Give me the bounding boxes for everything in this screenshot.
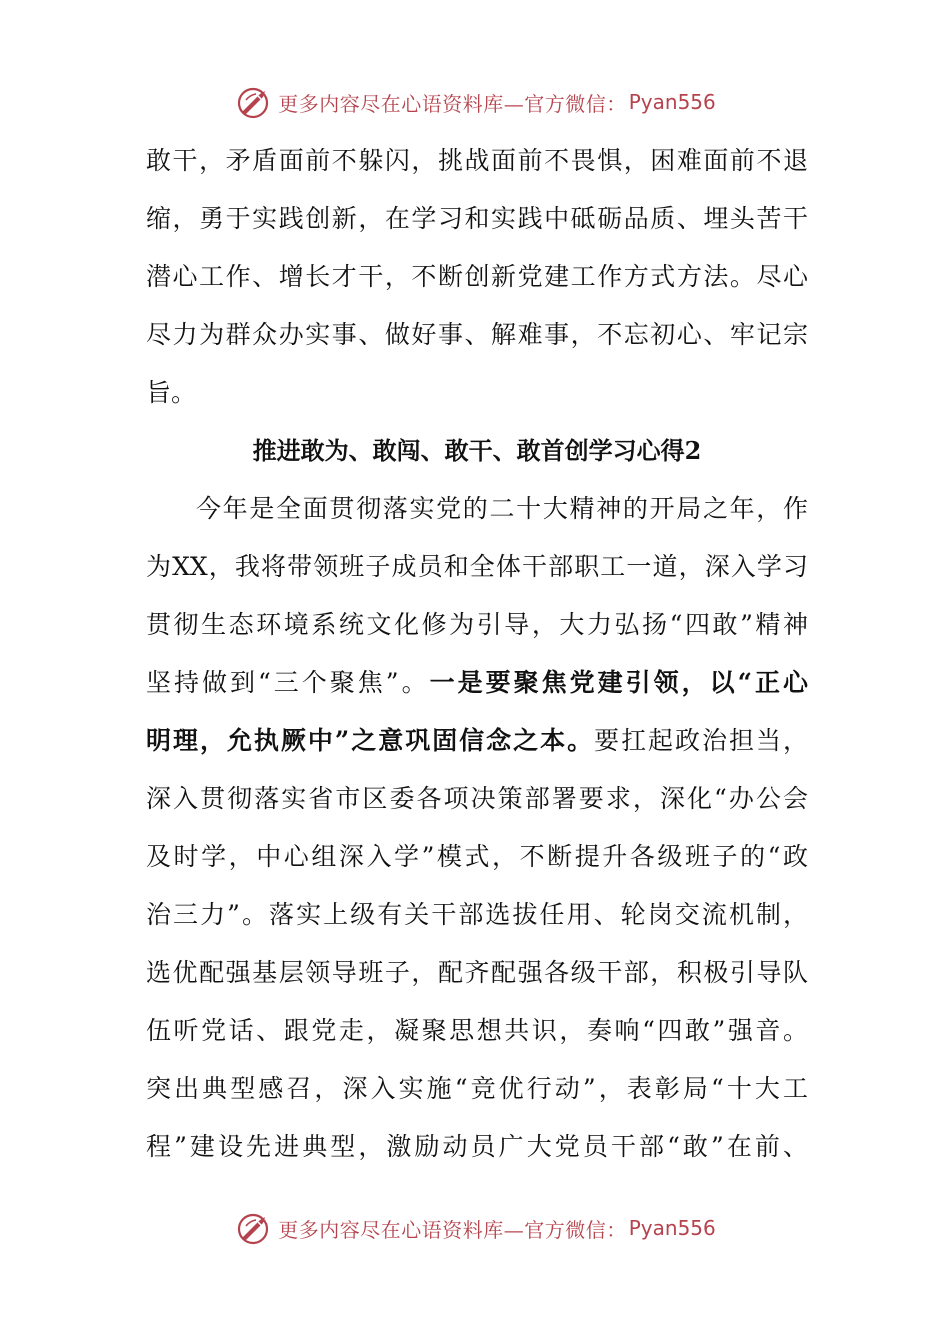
- paragraph-line: 程”建设先进典型，激励动员广大党员干部“敢”在前、: [146, 1132, 808, 1161]
- section-heading: 推进敢为、敢闯、敢干、敢首创学习心得2: [252, 436, 702, 465]
- watermark-banner-top: [0, 82, 950, 122]
- paragraph-line: 旨。: [146, 378, 197, 407]
- watermark-banner-bottom: [0, 1208, 950, 1248]
- pen-nib-logo-icon: [234, 1208, 274, 1248]
- paragraph-line-mixed: [146, 712, 808, 770]
- paragraph-line: 尽力为群众办实事、做好事、解难事，不忘初心、牢记宗: [146, 320, 808, 349]
- emphasis-text: 一是要聚焦党建引领，以“正心: [429, 668, 809, 697]
- document-body: [146, 132, 808, 1176]
- emphasis-text: 明理，允执厥中”之意巩固信念之本。: [146, 726, 595, 755]
- paragraph-line: 缩，勇于实践创新，在学习和实践中砥砺品质、埋头苦干: [146, 204, 808, 233]
- paragraph-line: 潜心工作、增长才干，不断创新党建工作方式方法。尽心: [146, 262, 808, 291]
- paragraph-line-mixed: [146, 654, 808, 712]
- watermark-text: 更多内容尽在心语资料库—官方微信：: [278, 91, 627, 116]
- paragraph-line: 治三力”。落实上级有关干部选拔任用、轮岗交流机制，: [146, 900, 808, 929]
- paragraph-line: 今年是全面贯彻落实党的二十大精神的开局之年，作: [196, 494, 808, 523]
- watermark-wechat-id: Pyan556: [628, 1216, 716, 1240]
- paragraph-line: 选优配强基层领导班子，配齐配强各级干部，积极引导队: [146, 958, 808, 987]
- paragraph-text: 要扛起政治担当，: [594, 726, 808, 755]
- watermark-text: 更多内容尽在心语资料库—官方微信：: [278, 1217, 627, 1242]
- paragraph-line: 深入贯彻落实省市区委各项决策部署要求，深化“办公会: [146, 784, 808, 813]
- paragraph-line: 及时学，中心组深入学”模式，不断提升各级班子的“政: [146, 842, 808, 871]
- paragraph-line: 敢干，矛盾面前不躲闪，挑战面前不畏惧，困难面前不退: [146, 146, 808, 175]
- paragraph-line: 突出典型感召，深入实施“竞优行动”，表彰局“十大工: [146, 1074, 808, 1103]
- paragraph-text: 坚持做到“三个聚焦”。: [146, 668, 430, 697]
- paragraph-line: 为XX，我将带领班子成员和全体干部职工一道，深入学习: [146, 552, 808, 581]
- paragraph-line: 伍听党话、跟党走，凝聚思想共识，奏响“四敢”强音。: [146, 1016, 808, 1045]
- watermark-wechat-id: Pyan556: [628, 90, 716, 114]
- pen-nib-logo-icon: [234, 82, 274, 122]
- paragraph-line: 贯彻生态环境系统文化修为引导，大力弘扬“四敢”精神: [146, 610, 808, 639]
